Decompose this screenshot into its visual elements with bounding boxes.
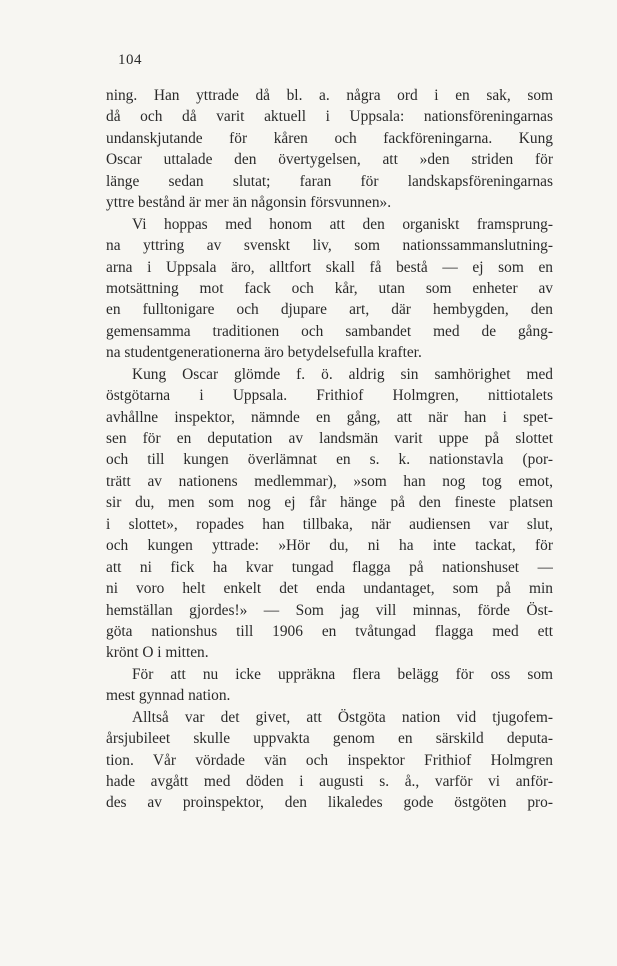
text-line: att ni fick ha kvar tungad flagga på nationshuset — [106,558,553,576]
text-line: Alltså var det givet, att Östgöta nation vid tjugofem- [132,708,553,726]
text-line: i slottet», ropades han tillbaka, när audiensen var slut, [106,515,553,533]
text-line: hemställan gjordes!» — Som jag vill minnas, förde Öst- [106,601,553,619]
text-line: östgötarna i Uppsala. Frithiof Holmgren, nittiotalets [106,387,553,405]
text-line: gemensamma traditionen och sambandet med de gång- [106,322,553,340]
text-line: och till kungen överlämnat en s. k. nationstavla (por- [106,451,553,469]
text-line: ning. Han yttrade då bl. a. några ord i en sak, som [106,87,553,104]
text-line: årsjubileet skulle uppvakta genom en särskild deputa- [106,730,553,748]
text-line: en fulltonigare och djupare art, där hembygden, den [106,301,553,319]
text-line: mest gynnad nation. [106,687,231,705]
text-line: trätt av nationens medlemmar), »som han nog tog emot, [106,472,553,490]
text-line: krönt O i mitten. [106,644,209,662]
text-line: na yttring av svenskt liv, som nationssammanslutning- [106,237,553,255]
text-line: tion. Vår vördade vän och inspektor Frithiof Holmgren [106,751,553,769]
text-line: Kung Oscar glömde f. ö. aldrig sin samhörighet med [132,365,553,383]
text-line: Oscar uttalade den övertygelsen, att »den striden för [106,151,553,169]
text-line: motsättning mot fack och kår, utan som enheter av [106,279,553,297]
text-line: sir du, men som nog ej får hänge på den fineste platsen [106,494,553,512]
text-line: arna i Uppsala äro, alltfort skall få bestå — ej som en [106,258,553,276]
text-line: och kungen yttrade: »Hör du, ni ha inte tackat, för [106,537,553,555]
text-line: avhållne inspektor, nämnde en gång, att när han i spet- [106,408,553,426]
page-number: 104 [118,52,142,68]
text-line: na studentgenerationerna äro betydelsefulla krafter. [106,344,422,362]
body-text [106,85,553,814]
text-line: undanskjutande för kåren och fackföreningarna. Kung [106,129,553,147]
text-line: För att nu icke uppräkna flera belägg för oss som [132,665,553,683]
text-line: då och då varit aktuell i Uppsala: nationsföreningarnas [106,108,553,126]
text-line: des av proinspektor, den likaledes gode östgöten pro- [106,794,553,812]
text-line: sen för en deputation av landsmän varit uppe på slottet [106,430,553,447]
text-line: yttre bestånd är mer än någonsin försvunnen». [106,194,392,212]
text-line: hade avgått med döden i augusti s. å., varför vi anför- [106,773,553,790]
text-line: ni voro helt enkelt det enda undantaget, som på min [106,580,553,598]
text-line: göta nationshus till 1906 en tvåtungad flagga med ett [106,622,553,640]
text-line: länge sedan slutat; faran för landskapsföreningarnas [106,172,553,190]
text-line: Vi hoppas med honom att den organiskt framsprung- [132,215,553,233]
